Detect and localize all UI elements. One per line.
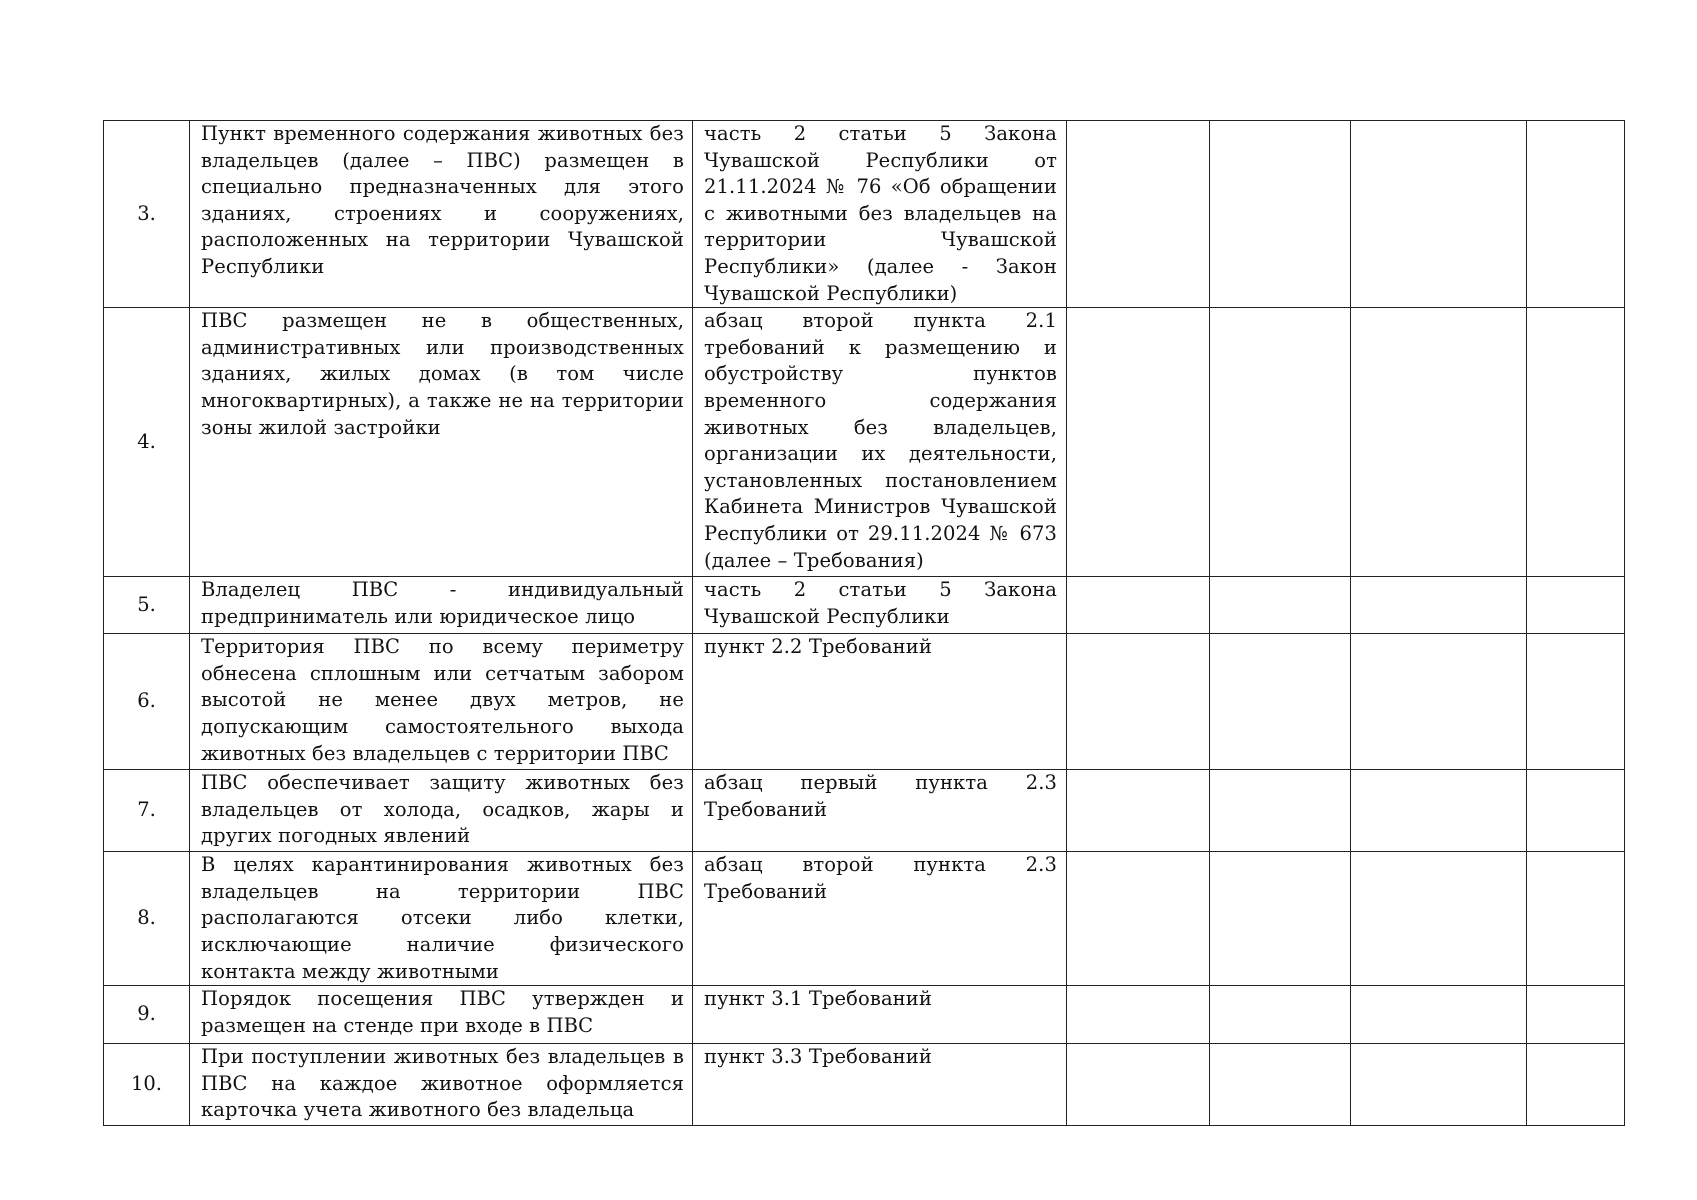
row-number: 5. — [104, 577, 190, 634]
answer-yes-cell — [1067, 577, 1210, 634]
requirement-cell: ПВС размещен не в общественных, административных или производственных зданиях, жилых домах (в том числе многоквартирных), а также не на территории зоны жилой застройки — [190, 308, 693, 577]
table-row — [104, 852, 1625, 986]
note-cell — [1527, 852, 1625, 986]
legal-reference-cell: пункт 2.2 Требований — [693, 634, 1067, 770]
answer-yes-cell — [1067, 634, 1210, 770]
requirement-cell: Владелец ПВС - индивидуальный предприниматель или юридическое лицо — [190, 577, 693, 634]
row-number: 3. — [104, 121, 190, 308]
answer-no-cell — [1210, 634, 1351, 770]
note-cell — [1527, 1044, 1625, 1126]
row-number: 10. — [104, 1044, 190, 1126]
table-row — [104, 770, 1625, 852]
note-cell — [1527, 986, 1625, 1044]
note-cell — [1527, 577, 1625, 634]
legal-reference-cell: абзац первый пункта 2.3 Требований — [693, 770, 1067, 852]
answer-no-cell — [1210, 577, 1351, 634]
answer-yes-cell — [1067, 852, 1210, 986]
table-row — [104, 634, 1625, 770]
answer-na-cell — [1351, 1044, 1527, 1126]
answer-na-cell — [1351, 308, 1527, 577]
answer-na-cell — [1351, 770, 1527, 852]
answer-yes-cell — [1067, 308, 1210, 577]
requirement-cell: ПВС обеспечивает защиту животных без владельцев от холода, осадков, жары и других погодных явлений — [190, 770, 693, 852]
note-cell — [1527, 121, 1625, 308]
answer-no-cell — [1210, 121, 1351, 308]
row-number: 8. — [104, 852, 190, 986]
table-row — [104, 986, 1625, 1044]
answer-yes-cell — [1067, 986, 1210, 1044]
table-row — [104, 577, 1625, 634]
legal-reference-cell: абзац второй пункта 2.3 Требований — [693, 852, 1067, 986]
checklist-table — [103, 120, 1625, 1126]
legal-reference-cell: пункт 3.3 Требований — [693, 1044, 1067, 1126]
answer-yes-cell — [1067, 770, 1210, 852]
answer-no-cell — [1210, 852, 1351, 986]
answer-no-cell — [1210, 308, 1351, 577]
answer-no-cell — [1210, 986, 1351, 1044]
answer-na-cell — [1351, 986, 1527, 1044]
answer-na-cell — [1351, 121, 1527, 308]
requirement-cell: Территория ПВС по всему периметру обнесена сплошным или сетчатым забором высотой не менее двух метров, не допускающим самостоятельного выхода животных без владельцев с территории ПВС — [190, 634, 693, 770]
note-cell — [1527, 634, 1625, 770]
table-row — [104, 1044, 1625, 1126]
requirement-cell: Пункт временного содержания животных без владельцев (далее – ПВС) размещен в специально предназначенных для этого зданиях, строениях и сооружениях, расположенных на территории Чувашской Республики — [190, 121, 693, 308]
answer-na-cell — [1351, 852, 1527, 986]
answer-yes-cell — [1067, 1044, 1210, 1126]
row-number: 7. — [104, 770, 190, 852]
legal-reference-cell: пункт 3.1 Требований — [693, 986, 1067, 1044]
answer-na-cell — [1351, 634, 1527, 770]
requirement-cell: В целях карантинирования животных без владельцев на территории ПВС располагаются отсеки либо клетки, исключающие наличие физического контакта между животными — [190, 852, 693, 986]
table-row — [104, 308, 1625, 577]
requirement-cell: Порядок посещения ПВС утвержден и размещен на стенде при входе в ПВС — [190, 986, 693, 1044]
answer-no-cell — [1210, 1044, 1351, 1126]
answer-no-cell — [1210, 770, 1351, 852]
legal-reference-cell: часть 2 статьи 5 Закона Чувашской Республики от 21.11.2024 № 76 «Об обращении с животными без владельцев на территории Чувашской Республики» (далее - Закон Чувашской Республики) — [693, 121, 1067, 308]
table-row — [104, 121, 1625, 308]
legal-reference-cell: часть 2 статьи 5 Закона Чувашской Республики — [693, 577, 1067, 634]
note-cell — [1527, 770, 1625, 852]
requirement-cell: При поступлении животных без владельцев в ПВС на каждое животное оформляется карточка учета животного без владельца — [190, 1044, 693, 1126]
row-number: 6. — [104, 634, 190, 770]
row-number: 4. — [104, 308, 190, 577]
row-number: 9. — [104, 986, 190, 1044]
note-cell — [1527, 308, 1625, 577]
answer-na-cell — [1351, 577, 1527, 634]
answer-yes-cell — [1067, 121, 1210, 308]
legal-reference-cell: абзац второй пункта 2.1 требований к размещению и обустройству пунктов временного содержания животных без владельцев, организации их деятельности, установленных постановлением Кабинета Министров Чувашской Республики от 29.11.2024 № 673 (далее – Требования) — [693, 308, 1067, 577]
